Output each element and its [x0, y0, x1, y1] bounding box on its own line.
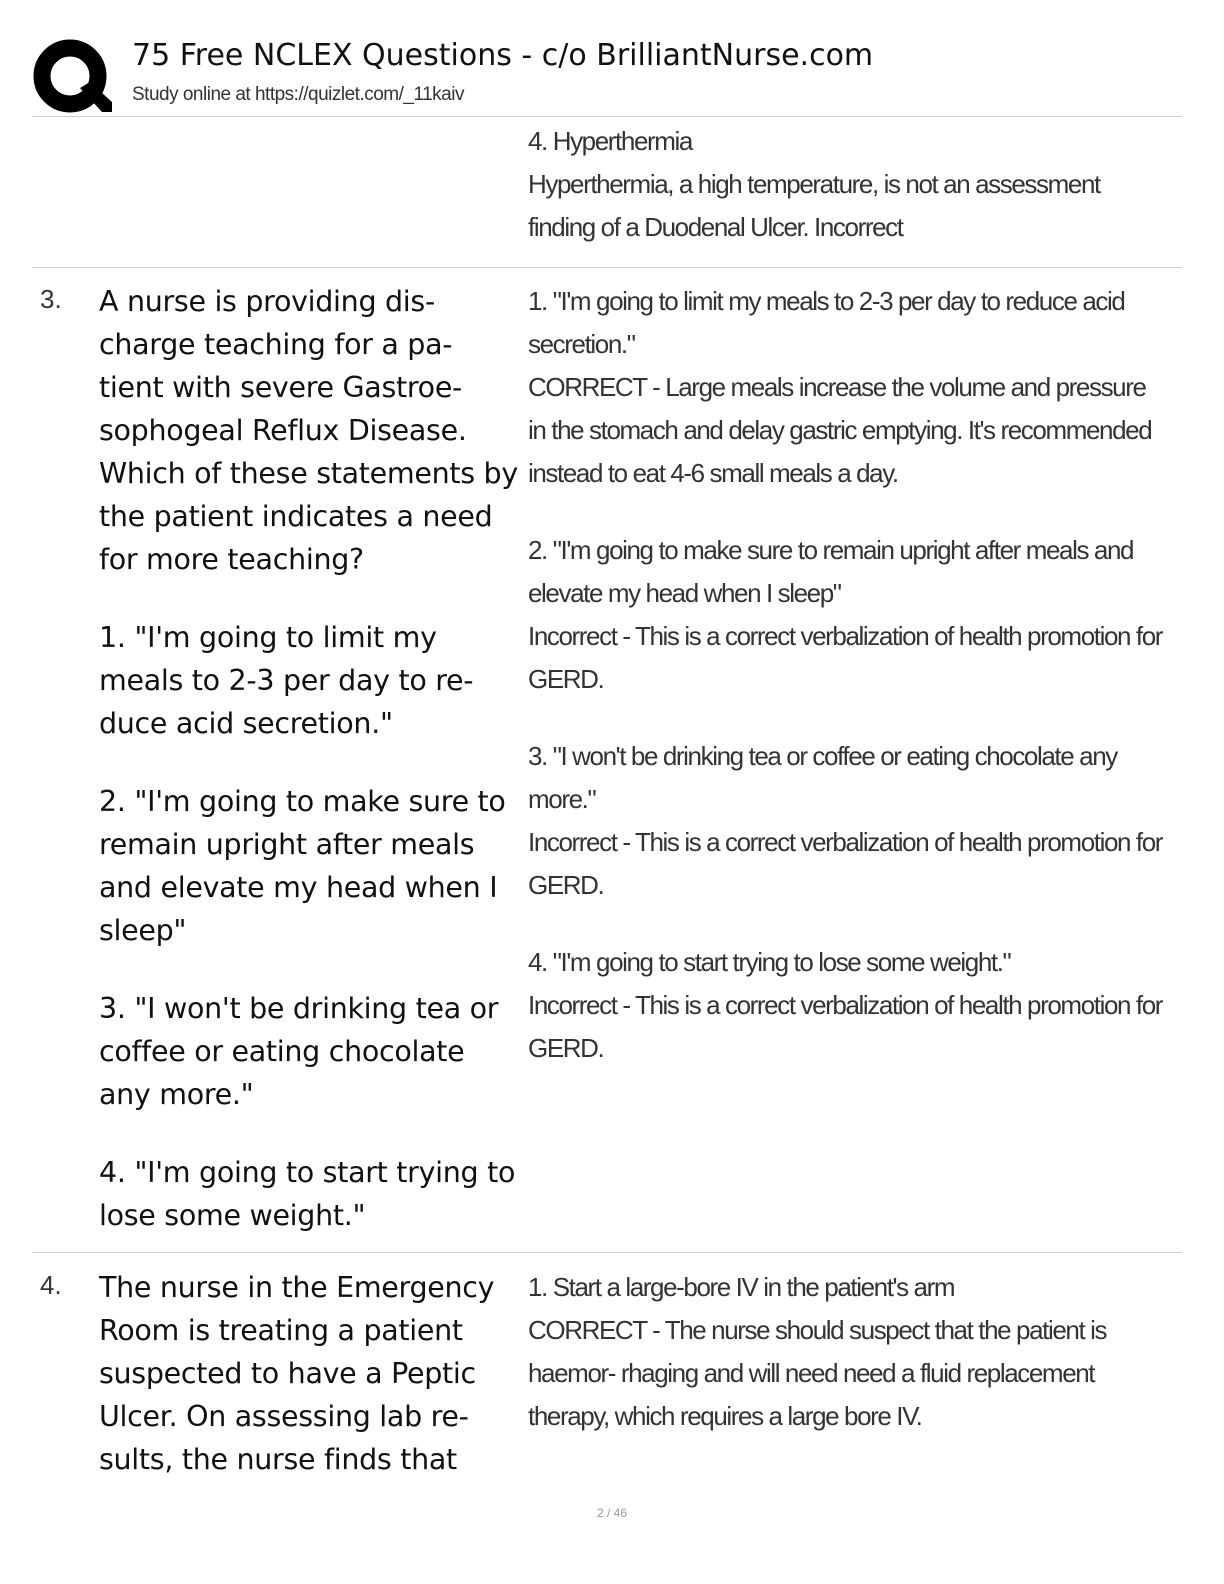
question-4-answers: [528, 1266, 1168, 1438]
question-option: 4. "I'm going to start trying to lose some weight.": [99, 1156, 516, 1232]
answer-explanation: Hyperthermia, a high temperature, is not an assessment finding of a Duodenal Ulcer. Incorrect: [528, 169, 1100, 242]
question-divider: [32, 1252, 1182, 1253]
answer-explanation: Incorrect - This is a correct verbalization of health promotion for GERD.: [528, 827, 1163, 900]
answer-explanation: Incorrect - This is a correct verbalization of health promotion for GERD.: [528, 990, 1163, 1063]
answer-explanation: Incorrect - This is a correct verbalization of health promotion for GERD.: [528, 621, 1163, 694]
question-divider: [32, 267, 1182, 268]
header-divider: [32, 116, 1182, 117]
document-title: 75 Free NCLEX Questions - c/o BrilliantNurse.com: [132, 38, 874, 73]
continued-answer-block: [528, 120, 1168, 249]
question-3: [99, 280, 524, 1237]
answer-option: 1. Start a large-bore IV in the patient's arm: [528, 1272, 955, 1302]
question-option: 3. "I won't be drinking tea or coffee or eating chocolate any more.": [99, 992, 499, 1111]
question-4: [99, 1266, 524, 1481]
page-header: [32, 32, 1182, 116]
answer-option: 3. "I won't be drinking tea or coffee or eating chocolate any more.": [528, 741, 1117, 814]
question-prompt: A nurse is providing dis- charge teaching for a pa- tient with severe Gastroe- sophogeal Reflux Disease. Which of these statements by the patient indicates a need for more teaching?: [99, 285, 518, 576]
question-option: 2. "I'm going to make sure to remain upright after meals and elevate my head when I sleep": [99, 785, 506, 947]
answer-explanation: CORRECT - Large meals increase the volume and pressure in the stomach and delay gastric emptying. It's recommended instead to eat 4-6 small meals a day.: [528, 372, 1152, 488]
question-prompt: The nurse in the Emergency Room is treating a patient suspected to have a Peptic Ulcer. On assessing lab re- sults, the nurse finds that: [99, 1271, 495, 1476]
quizlet-q-logo-icon: [32, 38, 112, 118]
answer-option: 1. "I'm going to limit my meals to 2-3 per day to reduce acid secretion.": [528, 286, 1125, 359]
question-number: 4.: [40, 1270, 62, 1300]
question-3-answers: [528, 280, 1168, 1070]
question-option: 1. "I'm going to limit my meals to 2-3 per day to re- duce acid secretion.": [99, 621, 474, 740]
page-number: 2 / 46: [596, 1506, 628, 1520]
study-online-link[interactable]: Study online at https://quizlet.com/_11kaiv: [132, 84, 464, 105]
answer-explanation: CORRECT - The nurse should suspect that the patient is haemor- rhaging and will need need a fluid replacement therapy, which requires a large bore IV.: [528, 1315, 1107, 1431]
answer-option: 2. "I'm going to make sure to remain upright after meals and elevate my head when I sleep": [528, 535, 1134, 608]
question-number: 3.: [40, 284, 62, 314]
answer-option: 4. "I'm going to start trying to lose some weight.": [528, 947, 1011, 977]
answer-option: 4. Hyperthermia: [528, 126, 692, 156]
